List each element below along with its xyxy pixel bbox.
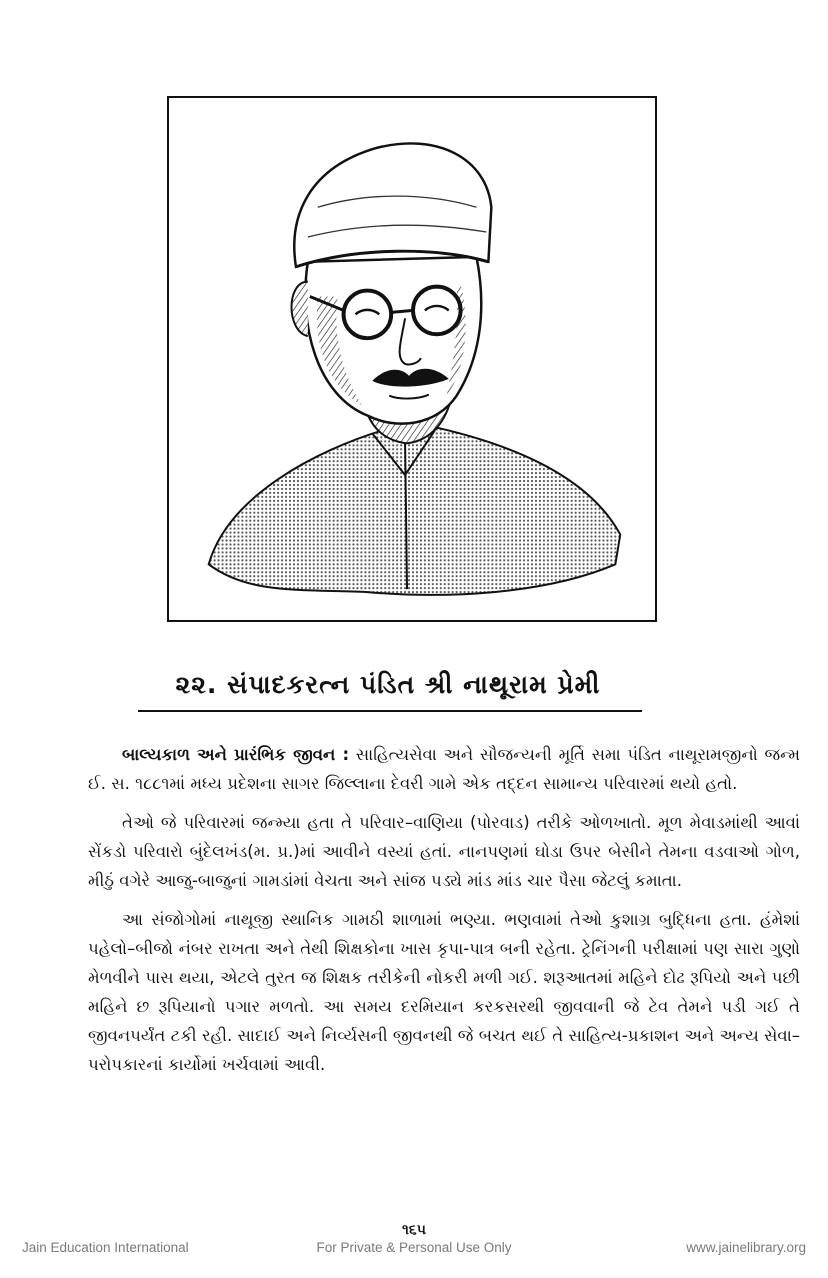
body-text	[88, 740, 800, 1089]
page-number: ૧૬૫	[402, 1222, 426, 1238]
paragraph-3: આ સંજોગોમાં નાથૂજી સ્થાનિક ગામઠી શાળામાં ભણ્યા. ભણવામાં તેઓ કુશાગ્ર બુદ્ધિના હતા. હંમેશાં પહેલો–બીજો નંબર રાખતા અને તેથી શિક્ષકોના ખાસ કૃપા-પાત્ર બની રહેતા. ટ્રેનિંગની પરીક્ષામાં પણ સારા ગુણો મેળવીને પાસ થયા, એટલે તુરત જ શિક્ષક તરીકેની નોકરી મળી ગઈ. શરૂઆતમાં મહિને દોઢ રૂપિયો અને પછી મહિને છ રૂપિયાનો પગાર મળતો. આ સમય દરમિયાન કરકસરથી જીવવાની જે ટેવ તેમને પડી ગઈ તે જીવનપર્યંત ટકી રહી. સાદાઈ અને નિર્વ્યસની જીવનથી જે બચત થઈ તે સાહિત્ય-પ્રકાશન અને અન્ય સેવા–પરોપકારનાં કાર્યોમાં ખર્ચવામાં આવી.	[88, 910, 800, 1074]
footer-publisher: Jain Education International	[22, 1240, 189, 1255]
paragraph-2: તેઓ જે પરિવારમાં જન્મ્યા હતા તે પરિવાર–વાણિયા (પોરવાડ) તરીકે ઓળખાતો. મૂળ મેવાડમાંથી આવાં સેંકડો પરિવારો બુંદેલખંડ(મ. પ્ર.)માં આવીને વસ્યાં હતાં. નાનપણમાં ઘોડા ઉપર બેસીને તેમના વડવાઓ ગોળ, મીઠું વગેરે આજુ-બાજુનાં ગામડાંમાં વેચતા અને સાંજ પડ્યે માંડ માંડ ચાર પૈસા જેટલું કમાતા.	[88, 813, 800, 890]
title-underline	[138, 710, 642, 712]
paragraph-1	[88, 740, 800, 798]
footer-usage-note: For Private & Personal Use Only	[316, 1240, 512, 1255]
paragraph-1-text: સાહિત્યસેવા અને સૌજન્યની મૂર્તિ સમા પંડિત નાથૂરામજીનો જન્મ ઈ. સ. ૧૮૮૧માં મધ્ય પ્રદેશના સાગર જિલ્લાના દેવરી ગામે એક તદ્દન સામાન્ય પરિવારમાં થયો હતો.	[88, 745, 800, 793]
portrait-illustration	[167, 96, 657, 622]
chapter-title: ૨૨. સંપાદકરત્ન પંડિત શ્રી નાથૂરામ પ્રેમી	[175, 670, 601, 699]
portrait-sketch	[169, 98, 655, 620]
coat	[209, 425, 621, 594]
footer-website: www.jainelibrary.org	[686, 1240, 806, 1255]
paragraph-1-heading: બાલ્યકાળ અને પ્રારંભિક જીવન :	[122, 745, 350, 764]
